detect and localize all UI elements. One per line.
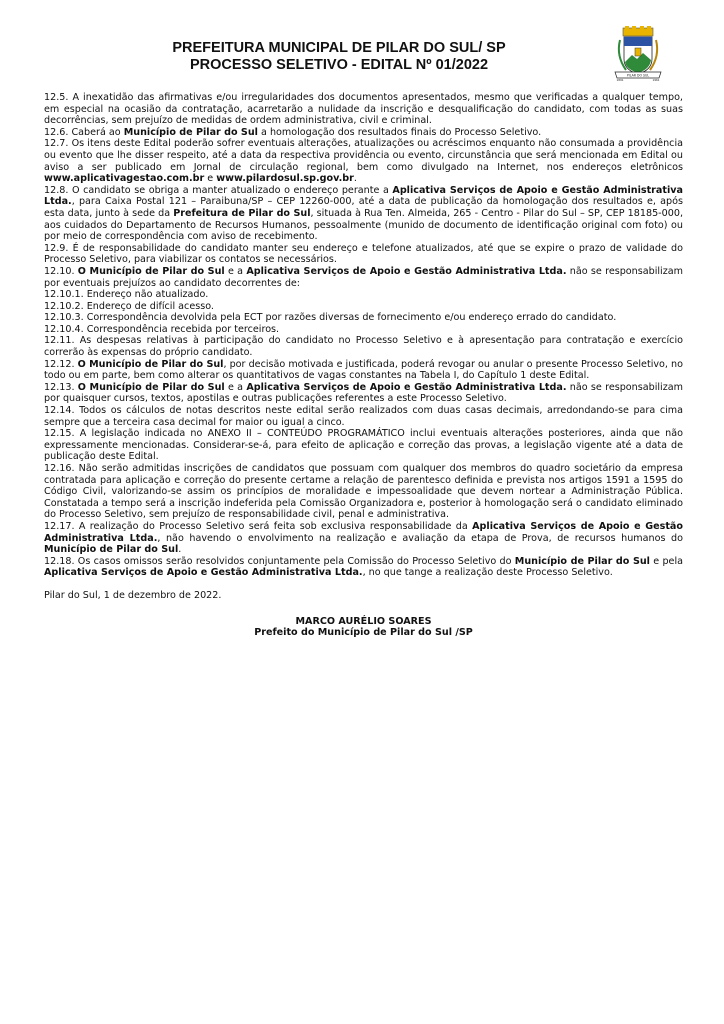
signature-title: Prefeito do Município de Pilar do Sul /SP bbox=[254, 627, 473, 639]
paragraph bbox=[44, 405, 683, 428]
bold-run: www.pilardosul.sp.gov.br bbox=[216, 173, 354, 185]
signature-block bbox=[44, 616, 683, 639]
text-run: a homologação dos resultados finais do Processo Seletivo. bbox=[257, 126, 542, 138]
municipal-crest-icon bbox=[612, 26, 664, 82]
text-run: 12.5. A inexatidão das afirmativas e/ou irregularidades dos documentos apresentados, mesmo que verificadas a qualquer tempo, em especial na ocasião da contratação, acarretarão a nulidade da inscrição e desqualificação do candidato, com todas as suas decorrências, sem prejuízo de medidas de ordem administrativa, civil e criminal. bbox=[44, 92, 683, 127]
document-header bbox=[44, 40, 634, 74]
crest-year-right: 1961 bbox=[652, 78, 660, 82]
text-run: , no que tange a realização deste Processo Seletivo. bbox=[362, 567, 613, 579]
paragraph bbox=[44, 138, 683, 184]
text-run: não se responsabilizam por quaisquer cursos, textos, apostilas e outras publicações referentes a este Processo Seletivo. bbox=[44, 381, 683, 405]
paragraph bbox=[44, 185, 683, 243]
text-run: não se responsabilizam por eventuais prejuízos ao candidato decorrentes de: bbox=[44, 265, 683, 289]
bold-run: Aplicativa Serviços de Apoio e Gestão Administrativa Ltda. bbox=[44, 567, 363, 579]
bold-run: Prefeitura de Pilar do Sul bbox=[173, 207, 311, 219]
text-run: e a bbox=[224, 381, 247, 393]
text-run: , situada à Rua Ten. Almeida, 265 - Centro - Pilar do Sul – SP, CEP 18185-000, aos cuidados do Departamento de Recursos Humanos, pessoalmente (munido de documento de identificação original com foto) ou por meio de correspondência com aviso de recebimento. bbox=[44, 207, 683, 243]
text-run: 12.15. A legislação indicada no ANEXO II – CONTEÚDO PROGRAMÁTICO inclui eventuais alterações posteriores, ainda que não expressamente mencionadas. Considerar-se-á, para efeito de aplicação e correção das provas, a legislação vigente até a data de publicação deste Edital. bbox=[44, 428, 683, 463]
text-run: 12.17. A realização do Processo Seletivo será feita sob exclusiva responsabilidade da bbox=[44, 520, 473, 532]
signature-name: MARCO AURÉLIO SOARES bbox=[295, 615, 432, 627]
paragraph bbox=[44, 556, 683, 579]
bold-run: O Município de Pilar do Sul bbox=[77, 358, 224, 370]
text-run: 12.13. bbox=[44, 381, 78, 393]
paragraph bbox=[44, 289, 683, 301]
paragraph bbox=[44, 266, 683, 289]
text-run: 12.7. Os itens deste Edital poderão sofrer eventuais alterações, atualizações ou acréscimos enquanto não consumada a providência ou evento que lhe disser respeito, até a data da respectiva providência ou evento, circunstância que será mencionada em Edital ou aviso a ser publicado em Jornal de circulação regional, bem como divulgado na Internet, nos endereços eletrônicos bbox=[44, 138, 683, 173]
text-run: 12.14. Todos os cálculos de notas descritos neste edital serão realizados com duas casas decimais, arredondando-se para cima sempre que a terceira casa decimal for maior ou igual a cinco. bbox=[44, 405, 683, 428]
text-run: . bbox=[353, 173, 357, 185]
text-run: 12.6. Caberá ao bbox=[44, 126, 124, 138]
text-run: , não havendo o envolvimento na realização e avaliação da etapa de Prova, de recursos humanos do bbox=[157, 532, 684, 544]
text-run: 12.10.1. Endereço não atualizado. bbox=[44, 289, 209, 301]
text-run: 12.12. bbox=[44, 358, 78, 370]
header-subtitle: PROCESSO SELETIVO - EDITAL Nº 01/2022 bbox=[189, 57, 489, 73]
text-run: 12.16. Não serão admitidas inscrições de candidatos que possuam com qualquer dos membros do quadro societário da empresa contratada para aplicação e correção do presente certame a relação de parentesco definida e prevista nos artigos 1591 a 1595 do Código Civil, valorizando-se assim os princípios de moralidade e impessoalidade que devem nortear a Administração Pública. Constatada a tempo será a inscrição indeferida pela Comissão Organizadora e, posterior à homologação será o candidato eliminado do Processo Seletivo, sem prejuízo de responsabilidade civil, penal e administrativa. bbox=[44, 463, 683, 521]
paragraph bbox=[44, 127, 683, 139]
text-run: 12.18. Os casos omissos serão resolvidos conjuntamente pela Comissão do Processo Seletivo do bbox=[44, 555, 515, 567]
paragraph bbox=[44, 324, 683, 336]
bold-run: Aplicativa Serviços de Apoio e Gestão Administrativa Ltda. bbox=[44, 520, 683, 544]
text-run: 12.9. É de responsabilidade do candidato manter seu endereço e telefone atualizados, até que se expire o prazo de validade do Processo Seletivo, para viabilizar os contatos se necessários. bbox=[44, 242, 683, 266]
bold-run: O Município de Pilar do Sul bbox=[77, 381, 225, 393]
bold-run: O Município de Pilar do Sul bbox=[77, 265, 225, 277]
bold-run: Aplicativa Serviços de Apoio e Gestão Administrativa Ltda. bbox=[44, 184, 683, 208]
paragraph bbox=[44, 382, 683, 405]
text-run: 12.10.2. Endereço de difícil acesso. bbox=[44, 300, 214, 312]
paragraph bbox=[44, 428, 683, 463]
bold-run: Aplicativa Serviços de Apoio e Gestão Administrativa Ltda. bbox=[246, 265, 567, 277]
text-run: e pela bbox=[649, 555, 683, 567]
bold-run: www.aplicativagestao.com.br bbox=[44, 173, 205, 185]
text-run: , por decisão motivada e justificada, poderá revogar ou anular o presente Processo Seletivo, no todo ou em parte, bem como alterar os quantitativos de vagas constantes na Tabela I, do Capítulo 1 deste Edital. bbox=[44, 358, 683, 382]
bold-run: Município de Pilar do Sul bbox=[44, 544, 179, 556]
paragraph bbox=[44, 463, 683, 521]
text-run: , para Caixa Postal 121 – Paraibuna/SP – CEP 12260-000, até a data de publicação da homologação dos resultados e, após esta data, junto à sede da bbox=[44, 196, 683, 219]
text-run: . bbox=[178, 544, 182, 556]
date-line: Pilar do Sul, 1 de dezembro de 2022. bbox=[44, 589, 222, 601]
paragraph bbox=[44, 521, 683, 556]
paragraph bbox=[44, 359, 683, 382]
text-run: e a bbox=[224, 265, 247, 277]
text-run: 12.8. O candidato se obriga a manter atualizado o endereço perante a bbox=[44, 184, 393, 196]
text-run: 12.10.3. Correspondência devolvida pela ECT por razões diversas de fornecimento e/ou endereço errado do candidato. bbox=[44, 312, 617, 324]
header-title: PREFEITURA MUNICIPAL DE PILAR DO SUL/ SP bbox=[172, 40, 506, 56]
paragraph bbox=[44, 92, 683, 127]
bold-run: Município de Pilar do Sul bbox=[123, 126, 258, 138]
text-run: 12.10.4. Correspondência recebida por terceiros. bbox=[44, 323, 280, 335]
bold-run: Aplicativa Serviços de Apoio e Gestão Administrativa Ltda. bbox=[246, 381, 567, 393]
paragraph bbox=[44, 312, 683, 324]
paragraph bbox=[44, 301, 683, 313]
text-run: e bbox=[204, 173, 217, 185]
paragraph bbox=[44, 243, 683, 266]
paragraph bbox=[44, 335, 683, 358]
crest-year-left: 1891 bbox=[616, 78, 624, 82]
text-run: 12.11. As despesas relativas à participação do candidato no Processo Seletivo e à apresentação para contratação e exercício correrão às expensas do próprio candidato. bbox=[44, 335, 683, 359]
crest-banner-text: PILAR DO SUL bbox=[626, 73, 650, 78]
text-run: 12.10. bbox=[44, 265, 78, 277]
document-body bbox=[44, 92, 683, 639]
bold-run: Município de Pilar do Sul bbox=[514, 555, 650, 567]
paragraph-list bbox=[44, 92, 683, 579]
